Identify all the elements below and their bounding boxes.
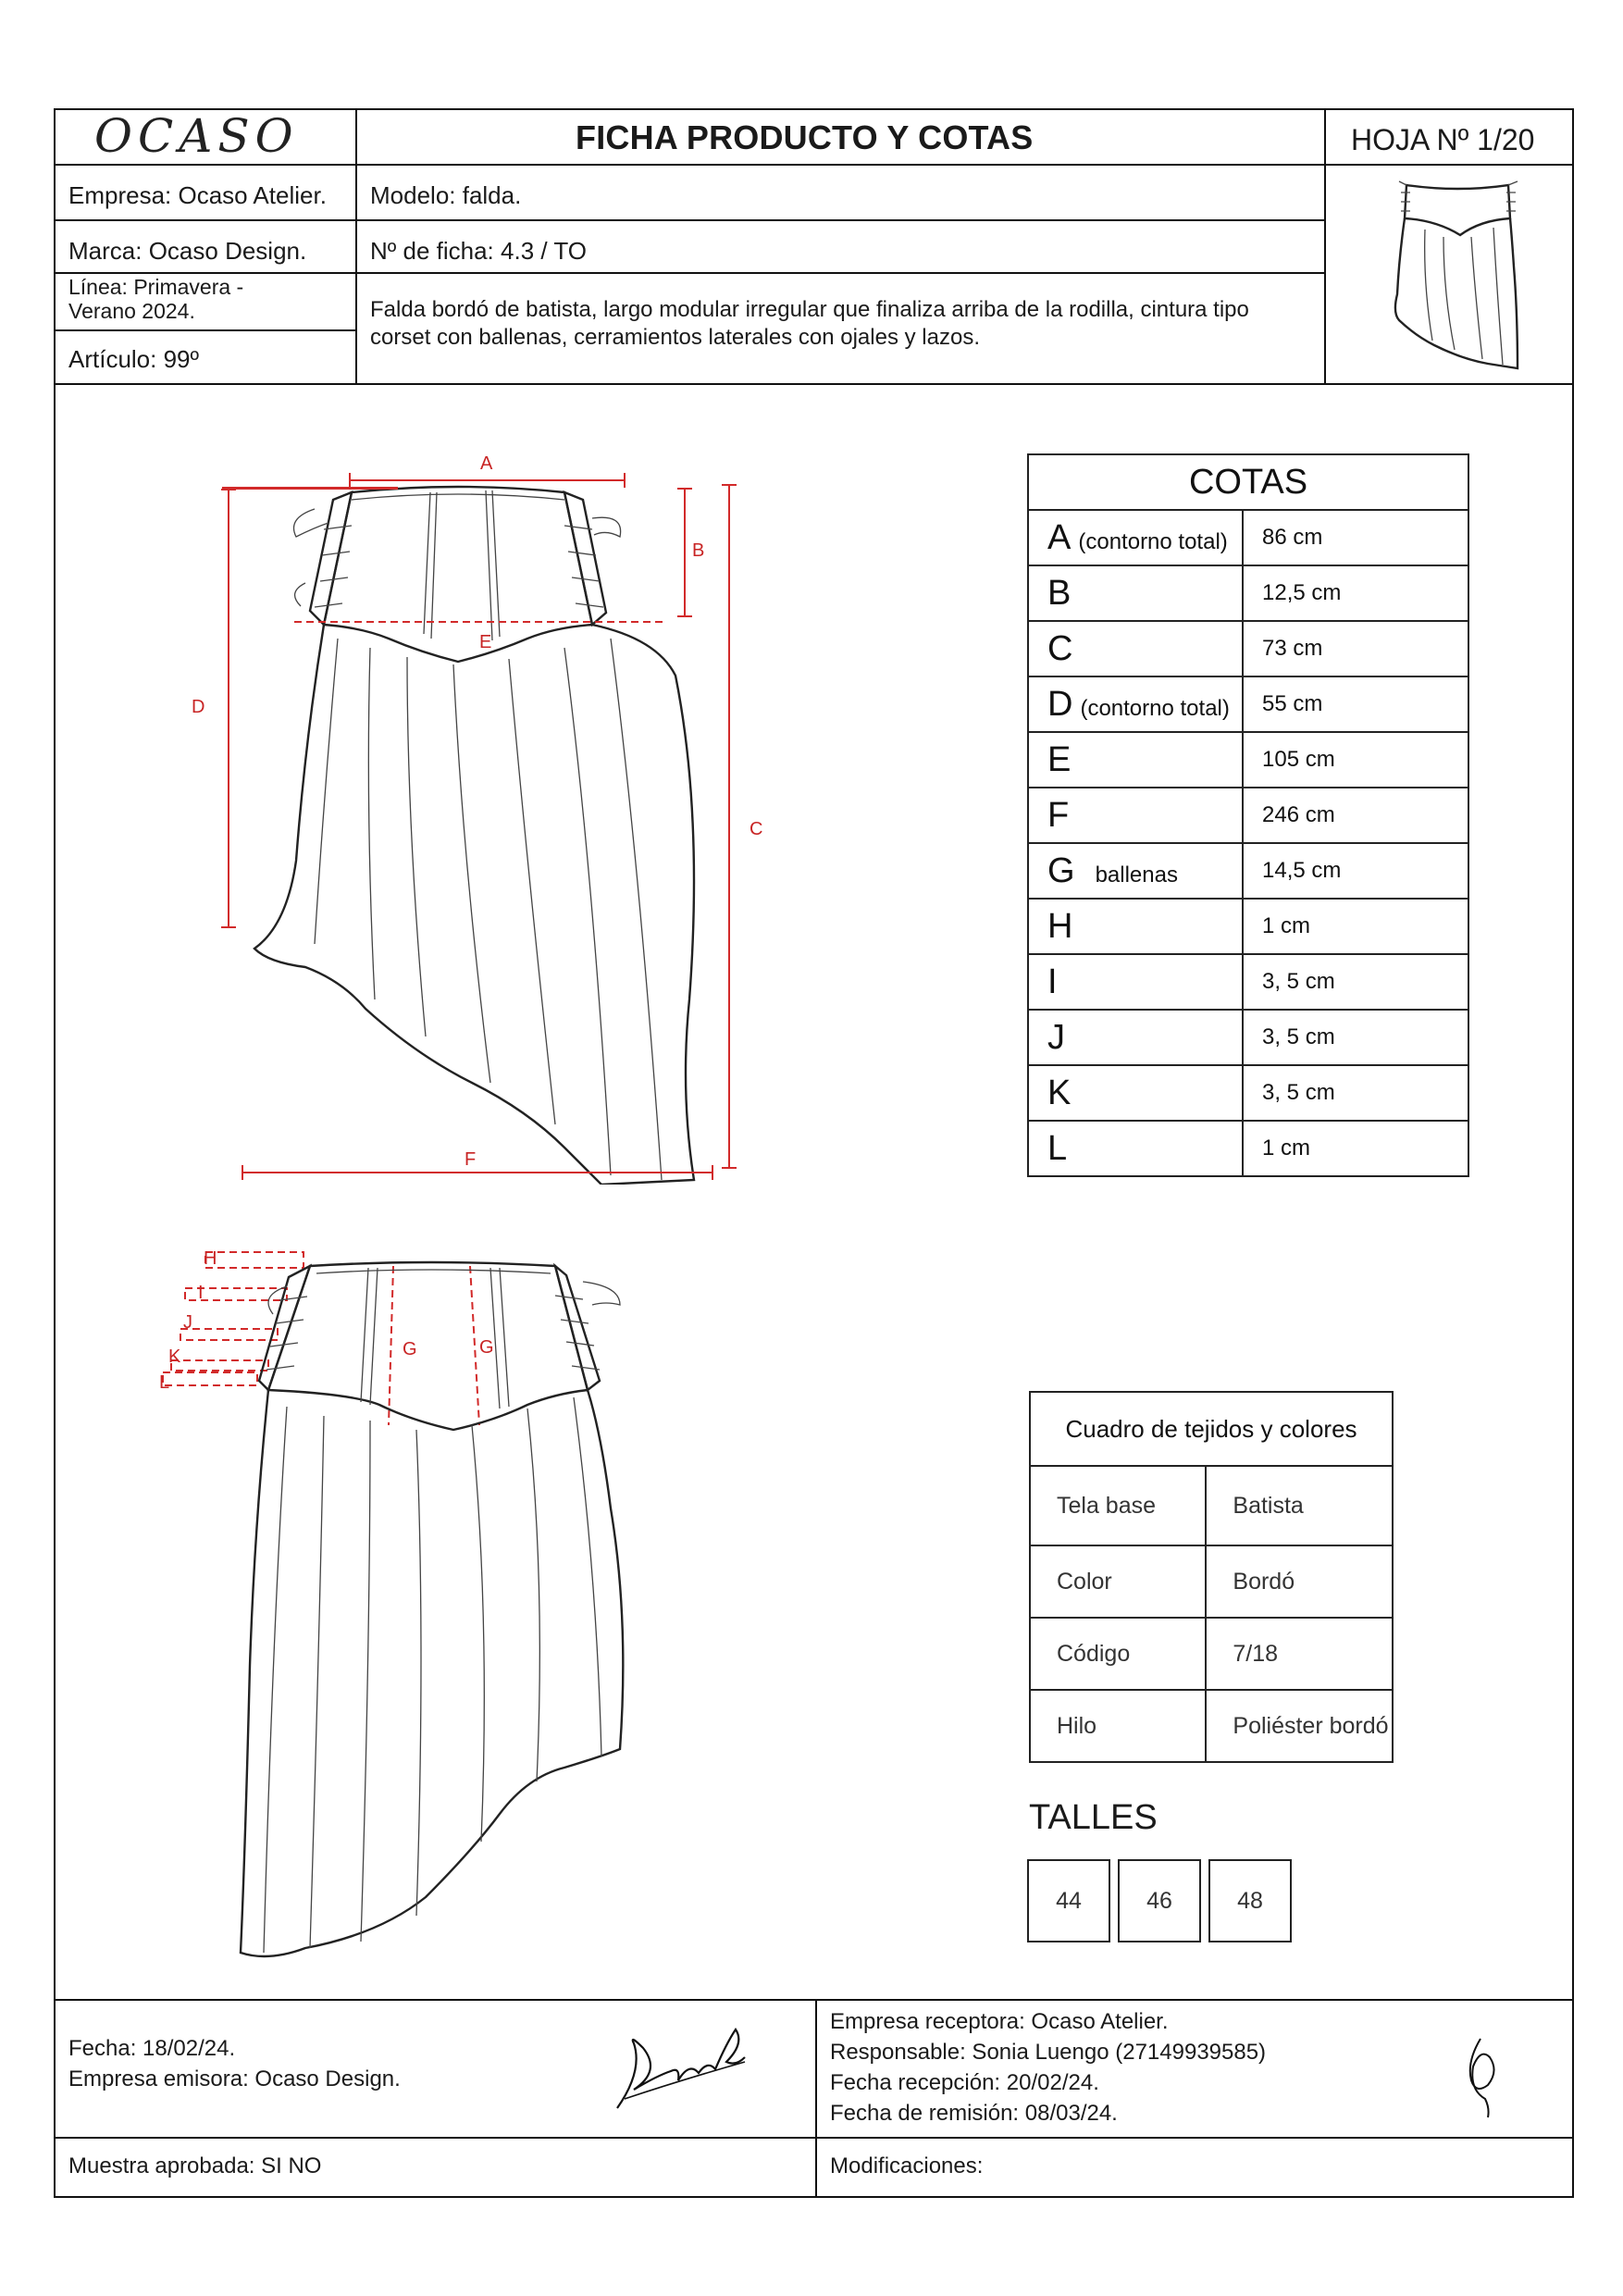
marca-label: Marca:: [68, 237, 142, 265]
label-a: A: [480, 453, 493, 474]
descripcion-line-1: Falda bordó de batista, largo modular irregular que finaliza arriba de la rodilla, cintura tipo: [370, 297, 1249, 322]
fabric-row: [1030, 1618, 1393, 1690]
cota-value: 55 cm: [1243, 676, 1468, 732]
cota-value: 3, 5 cm: [1243, 1010, 1468, 1065]
cota-value: 1 cm: [1243, 899, 1468, 954]
brand-logo: OCASO: [94, 109, 299, 163]
label-i: I: [198, 1283, 204, 1303]
articulo: Artículo: 99º: [68, 345, 200, 373]
marca-value: Ocaso Design.: [148, 237, 307, 265]
fabric-value: Poliéster bordó: [1206, 1690, 1393, 1762]
cota-value: 14,5 cm: [1243, 843, 1468, 899]
cota-value: 105 cm: [1243, 732, 1468, 788]
label-c: C: [750, 819, 763, 839]
footer-modificaciones: Modificaciones:: [830, 2153, 984, 2178]
linea-value-2: Verano 2024.: [68, 299, 195, 323]
cota-letter: G: [1047, 850, 1075, 890]
fabric-row: [1030, 1690, 1393, 1762]
footer-emisora: Empresa emisora: Ocaso Design.: [68, 2066, 401, 2091]
fabric-label: Código: [1030, 1618, 1206, 1690]
cota-value: 246 cm: [1243, 788, 1468, 843]
linea-label: Línea:: [68, 275, 128, 299]
cota-letter: E: [1047, 739, 1072, 779]
signature-emisora: [606, 2016, 754, 2119]
footer-responsable: Responsable: Sonia Luengo (27149939585): [830, 2040, 1267, 2065]
label-g-left: G: [403, 1339, 417, 1359]
sheet-number: HOJA Nº 1/20: [1351, 123, 1535, 156]
cota-letter: D: [1047, 684, 1073, 724]
cotas-row: [1028, 510, 1468, 565]
cota-letter: K: [1047, 1073, 1072, 1112]
label-d: D: [192, 697, 205, 717]
size-box-44: 44: [1027, 1859, 1110, 1942]
fabric-label: Tela base: [1030, 1466, 1206, 1545]
cota-note: (contorno total): [1080, 695, 1230, 721]
cotas-row: [1028, 788, 1468, 843]
footer-recepcion: Fecha recepción: 20/02/24.: [830, 2070, 1099, 2095]
cotas-row: [1028, 954, 1468, 1010]
cota-value: 73 cm: [1243, 621, 1468, 676]
descripcion-line-2: corset con ballenas, cerramientos laterales con ojales y lazos.: [370, 325, 980, 350]
cota-letter: J: [1047, 1017, 1065, 1057]
cota-letter: I: [1047, 962, 1058, 1001]
fabric-value: Bordó: [1206, 1545, 1393, 1618]
empresa-label: Empresa:: [68, 181, 172, 209]
cota-letter: L: [1047, 1128, 1068, 1168]
page-title: FICHA PRODUCTO Y COTAS: [576, 118, 1034, 156]
cota-value: 1 cm: [1243, 1121, 1468, 1176]
linea-value-1: Primavera -: [133, 275, 244, 299]
cota-letter: H: [1047, 906, 1073, 946]
footer-fecha: Fecha: 18/02/24.: [68, 2036, 236, 2061]
ficha-number: Nº de ficha: 4.3 / TO: [370, 237, 587, 265]
cotas-row: [1028, 676, 1468, 732]
label-h: H: [204, 1248, 217, 1269]
empresa-value: Ocaso Atelier.: [178, 181, 327, 209]
label-k: K: [168, 1347, 181, 1367]
cotas-row: [1028, 565, 1468, 621]
cotas-table: [1027, 453, 1469, 1177]
cotas-row: [1028, 621, 1468, 676]
cota-value: 3, 5 cm: [1243, 954, 1468, 1010]
cotas-row: [1028, 1010, 1468, 1065]
cota-value: 3, 5 cm: [1243, 1065, 1468, 1121]
fabric-title: Cuadro de tejidos y colores: [1030, 1392, 1393, 1466]
cota-letter: A: [1047, 517, 1072, 557]
signature-receptora: [1462, 2034, 1508, 2119]
cotas-row: [1028, 1065, 1468, 1121]
cotas-title: COTAS: [1028, 454, 1468, 510]
cota-letter: C: [1047, 628, 1073, 668]
fabric-label: Color: [1030, 1545, 1206, 1618]
fabric-row: [1030, 1466, 1393, 1545]
modelo: Modelo: falda.: [370, 181, 522, 209]
label-g-right: G: [479, 1337, 494, 1358]
cota-letter: F: [1047, 795, 1070, 835]
cota-value: 86 cm: [1243, 510, 1468, 565]
label-e: E: [479, 632, 492, 652]
footer-muestra: Muestra aprobada: SI NO: [68, 2153, 322, 2178]
label-b: B: [692, 540, 705, 561]
cotas-row: [1028, 732, 1468, 788]
footer-remision: Fecha de remisión: 08/03/24.: [830, 2101, 1118, 2126]
size-box-48: 48: [1208, 1859, 1292, 1942]
fabric-header-row: [1030, 1392, 1393, 1466]
label-l: L: [159, 1372, 170, 1393]
fabric-table: [1029, 1391, 1394, 1763]
footer-receptora: Empresa receptora: Ocaso Atelier.: [830, 2009, 1169, 2034]
size-box-46: 46: [1118, 1859, 1201, 1942]
cota-value: 12,5 cm: [1243, 565, 1468, 621]
label-f: F: [465, 1149, 477, 1170]
cotas-header-row: [1028, 454, 1468, 510]
sizes-title: TALLES: [1029, 1798, 1158, 1837]
label-j: J: [183, 1312, 192, 1333]
cotas-row: [1028, 1121, 1468, 1176]
cota-note: (contorno total): [1078, 528, 1228, 554]
fabric-row: [1030, 1545, 1393, 1618]
cota-letter: B: [1047, 573, 1072, 613]
cota-note: ballenas: [1095, 862, 1178, 887]
fabric-value: Batista: [1206, 1466, 1393, 1545]
cotas-row: [1028, 899, 1468, 954]
fabric-label: Hilo: [1030, 1690, 1206, 1762]
skirt-back-drawing: [231, 1249, 731, 1990]
cotas-row: [1028, 843, 1468, 899]
fabric-value: 7/18: [1206, 1618, 1393, 1690]
